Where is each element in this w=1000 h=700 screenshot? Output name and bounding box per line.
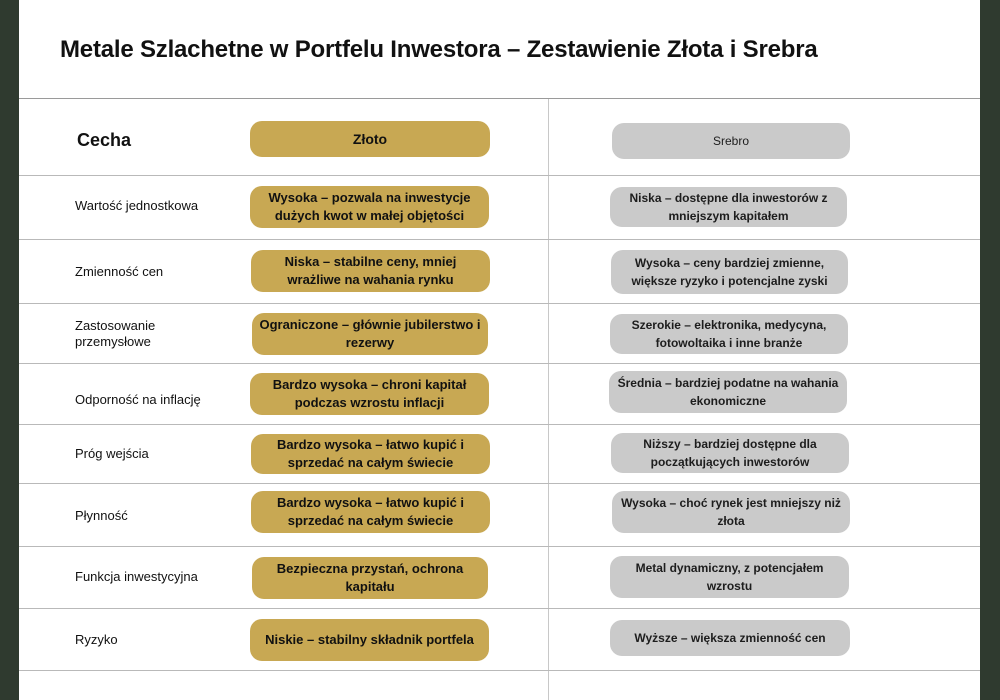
gold-cell: Bardzo wysoka – łatwo kupić i sprzedać na całym świecie	[251, 434, 490, 474]
page-title: Metale Szlachetne w Portfelu Inwestora – Zestawienie Złota i Srebra	[60, 36, 818, 63]
silver-cell: Niższy – bardziej dostępne dla początkujących inwestorów	[611, 433, 849, 473]
gold-cell: Bardzo wysoka – łatwo kupić i sprzedać na całym świecie	[251, 491, 490, 533]
row-divider	[19, 363, 980, 364]
gold-cell: Bardzo wysoka – chroni kapitał podczas wzrostu inflacji	[250, 373, 489, 415]
row-divider	[19, 608, 980, 609]
row-feature: Zastosowanie przemysłowe	[75, 318, 156, 349]
row-feature: Płynność	[75, 508, 128, 523]
title-divider	[19, 98, 980, 99]
silver-column-header: Srebro	[612, 123, 850, 159]
gold-cell: Wysoka – pozwala na inwestycje dużych kwot w małej objętości	[250, 186, 489, 228]
row-divider	[19, 546, 980, 547]
row-feature: Wartość jednostkowa	[75, 198, 199, 213]
feature-column-header: Cecha	[77, 130, 132, 150]
row-feature: Zmienność cen	[75, 264, 164, 279]
row-divider	[19, 239, 980, 240]
silver-cell: Wyższe – większa zmienność cen	[610, 620, 850, 656]
row-feature: Odporność na inflację	[75, 392, 201, 407]
row-divider	[19, 303, 980, 304]
comparison-card	[19, 0, 980, 700]
row-divider	[19, 670, 980, 671]
silver-cell: Wysoka – choć rynek jest mniejszy niż złota	[612, 491, 850, 533]
gold-column-header: Złoto	[250, 121, 490, 157]
column-divider	[548, 99, 549, 700]
gold-cell: Bezpieczna przystań, ochrona kapitału	[252, 557, 488, 599]
row-feature: Ryzyko	[75, 632, 118, 647]
silver-cell: Szerokie – elektronika, medycyna, fotowoltaika i inne branże	[610, 314, 848, 354]
gold-cell: Niskie – stabilny składnik portfela	[250, 619, 489, 661]
row-feature: Próg wejścia	[75, 446, 149, 461]
row-divider	[19, 175, 980, 176]
silver-cell: Wysoka – ceny bardziej zmienne, większe ryzyko i potencjalne zyski	[611, 250, 848, 294]
silver-cell: Niska – dostępne dla inwestorów z mniejszym kapitałem	[610, 187, 847, 227]
row-feature: Funkcja inwestycyjna	[75, 569, 198, 584]
row-divider	[19, 424, 980, 425]
gold-cell: Ograniczone – głównie jubilerstwo i rezerwy	[252, 313, 488, 355]
silver-cell: Średnia – bardziej podatne na wahania ekonomiczne	[609, 371, 847, 413]
row-divider	[19, 483, 980, 484]
gold-cell: Niska – stabilne ceny, mniej wrażliwe na wahania rynku	[251, 250, 490, 292]
silver-cell: Metal dynamiczny, z potencjałem wzrostu	[610, 556, 849, 598]
